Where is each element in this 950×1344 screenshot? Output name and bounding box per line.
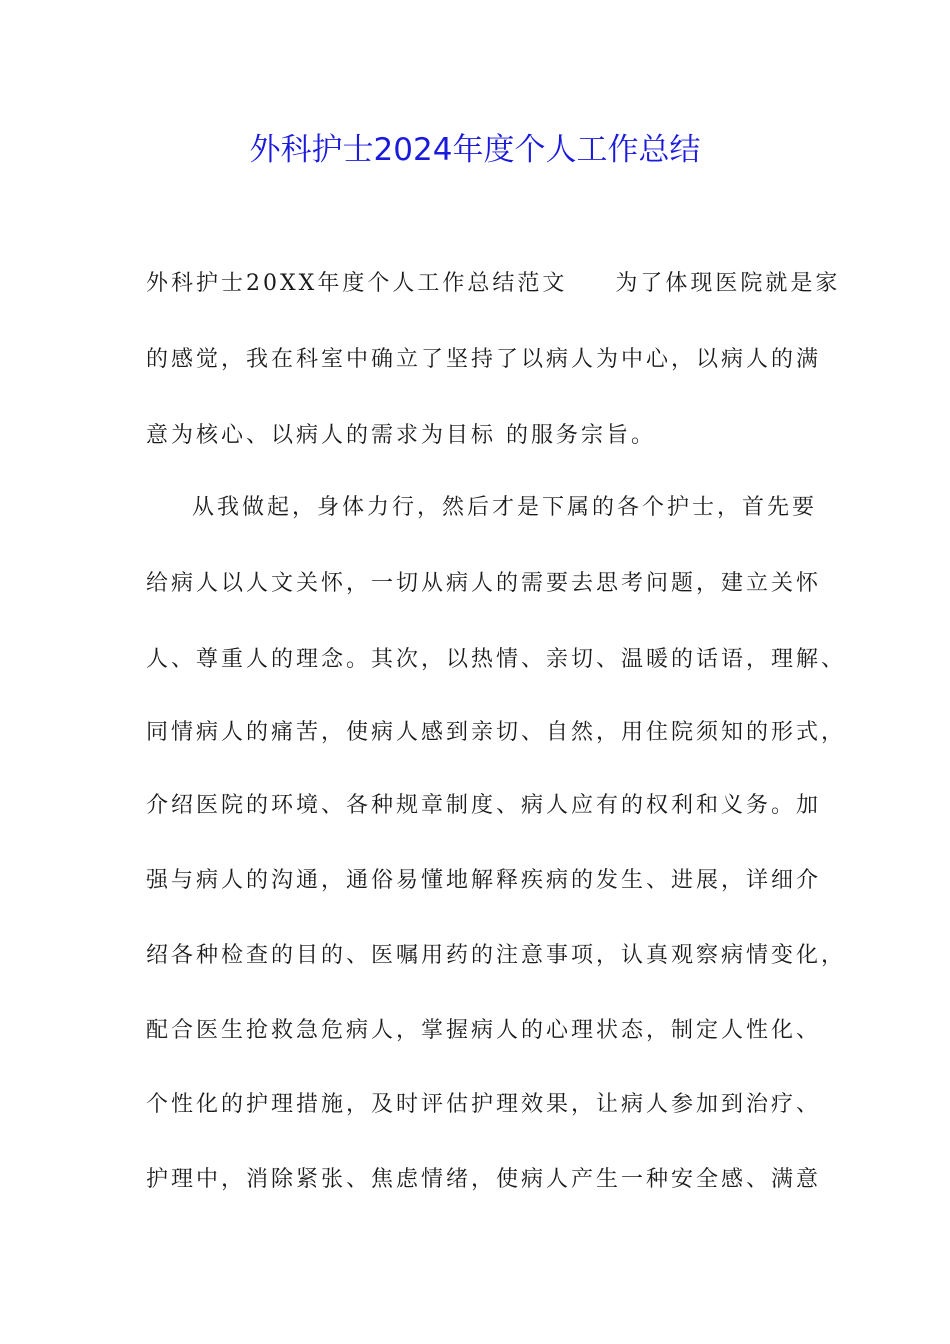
body-line-7: 同情病人的痛苦，使病人感到亲切、自然，用住院须知的形式，: [146, 720, 847, 745]
body-line-8: 介绍医院的环境、各种规章制度、病人应有的权利和义务。加: [146, 793, 822, 818]
body-line-5: 给病人以人文关怀，一切从病人的需要去思考问题，建立关怀: [146, 571, 822, 596]
document-title: 外科护士2024年度个人工作总结: [249, 132, 701, 168]
body-line-2: 的感觉，我在科室中确立了坚持了以病人为中心，以病人的满: [146, 347, 822, 372]
body-line-4: 从我做起，身体力行，然后才是下属的各个护士，首先要: [192, 495, 818, 520]
body-line-13: 护理中，消除紧张、焦虑情绪，使病人产生一种安全感、满意: [146, 1167, 822, 1192]
body-line-12: 个性化的护理措施，及时评估护理效果，让病人参加到治疗、: [146, 1092, 822, 1117]
body-line-10: 绍各种检查的目的、医嘱用药的注意事项，认真观察病情变化，: [146, 943, 847, 968]
body-line-1-part-a: 外科护士20XX年度个人工作总结范文: [146, 271, 568, 296]
body-line-1: [146, 264, 841, 304]
body-line-11: 配合医生抢救急危病人，掌握病人的心理状态，制定人性化、: [146, 1018, 822, 1043]
body-line-6: 人、尊重人的理念。其次，以热情、亲切、温暖的话语，理解、: [146, 647, 847, 672]
body-line-9: 强与病人的沟通，通俗易懂地解释疾病的发生、进展，详细介: [146, 868, 822, 893]
body-line-3: 意为核心、以病人的需求为目标 的服务宗旨。: [146, 423, 656, 448]
body-line-1-part-b: 为了体现医院就是家: [615, 271, 841, 296]
